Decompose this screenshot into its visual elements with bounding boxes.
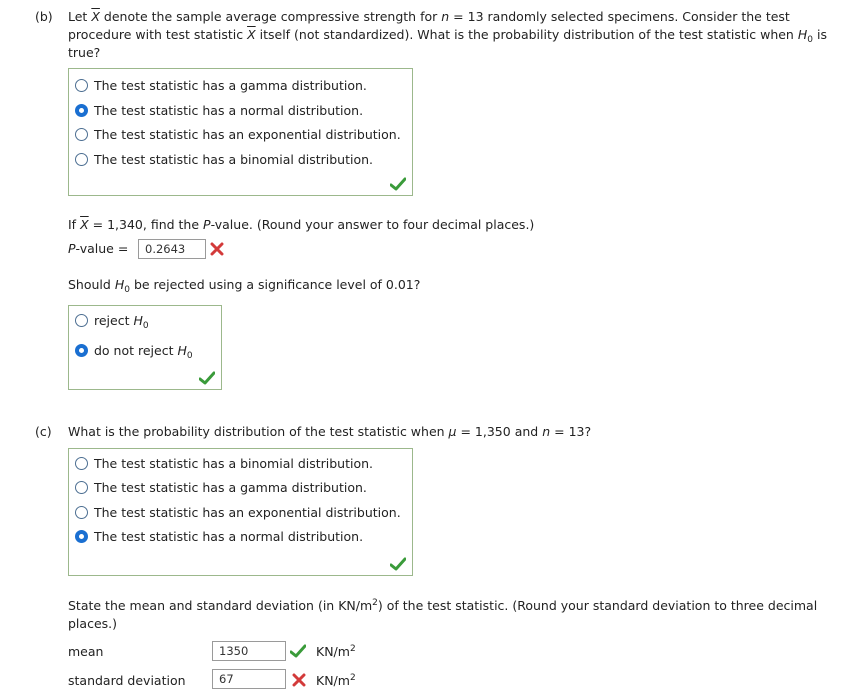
distribution-options-box-b (68, 68, 413, 196)
mean-input[interactable]: 1350 (212, 641, 286, 661)
radio-button[interactable] (75, 506, 88, 519)
radio-button[interactable] (75, 153, 88, 166)
correct-check-icon (290, 644, 306, 658)
option-label: The test statistic has a normal distribution. (94, 528, 364, 544)
radio-button[interactable] (75, 457, 88, 470)
option-gamma[interactable] (75, 477, 367, 497)
mean-unit: $KN/m^2$ (316, 644, 356, 659)
distribution-options-box-c (68, 448, 413, 576)
option-reject[interactable] (75, 310, 149, 330)
radio-button[interactable] (75, 128, 88, 141)
sd-label: standard deviation (68, 673, 186, 688)
part-b-label: (b) (35, 9, 53, 24)
pvalue-label: P-value = (68, 241, 129, 256)
option-normal[interactable] (75, 526, 363, 546)
option-exponential[interactable] (75, 124, 401, 144)
option-normal[interactable] (75, 100, 363, 120)
part-b-question-line2: procedure with test statistic $\overline{X}$ itself (not standardized). What is the probability distribution of the test statistic when $H_0$ is (68, 27, 827, 45)
option-label: The test statistic has a binomial distribution. (94, 455, 374, 471)
option-label: The test statistic has an exponential distribution. (94, 126, 401, 142)
option-label: The test statistic has an exponential distribution. (94, 504, 401, 520)
option-binomial[interactable] (75, 149, 373, 169)
pvalue-question: If $\overline{X} = 1,340$, find the P-value. (Round your answer to four decimal places.) (68, 217, 535, 232)
sd-input[interactable]: 67 (212, 669, 286, 689)
reject-question: Should $H_0$ be rejected using a significance level of 0.01? (68, 277, 421, 295)
option-label: The test statistic has a gamma distribution. (94, 77, 367, 93)
radio-button[interactable] (75, 79, 88, 92)
option-label: The test statistic has a gamma distribution. (94, 479, 367, 495)
radio-button-selected[interactable] (75, 344, 88, 357)
incorrect-x-icon (292, 673, 306, 687)
part-b-question-line1: Let $\overline{X}$ denote the sample average compressive strength for n = 13 randomly selected specimens. Consider the test (68, 9, 790, 24)
part-c-question: What is the probability distribution of the test statistic when μ = 1,350 and n = 13? (68, 424, 592, 439)
part-b-question (68, 8, 858, 62)
option-label: The test statistic has a normal distribution. (94, 102, 364, 118)
radio-button-selected[interactable] (75, 530, 88, 543)
option-label: do not reject $H_0$ (94, 342, 193, 361)
correct-check-icon (199, 371, 215, 385)
mean-sd-question-line2: places.) (68, 616, 117, 631)
pvalue-input[interactable]: 0.2643 (138, 239, 206, 259)
incorrect-x-icon (210, 242, 224, 256)
option-label: The test statistic has a binomial distribution. (94, 151, 374, 167)
option-do-not-reject[interactable] (75, 340, 193, 360)
sd-unit: $KN/m^2$ (316, 673, 356, 688)
option-label: reject $H_0$ (94, 312, 149, 331)
option-exponential[interactable] (75, 502, 401, 522)
correct-check-icon (390, 557, 406, 571)
part-b-question-line3: true? (68, 45, 101, 60)
mean-label: mean (68, 644, 104, 659)
correct-check-icon (390, 177, 406, 191)
radio-button[interactable] (75, 314, 88, 327)
option-binomial[interactable] (75, 453, 373, 473)
radio-button[interactable] (75, 481, 88, 494)
part-c-label: (c) (35, 424, 52, 439)
option-gamma[interactable] (75, 75, 367, 95)
mean-sd-question-line1: State the mean and standard deviation (in $KN/m^2$) of the test statistic. (Round your standard deviation to three decimal (68, 598, 818, 613)
radio-button-selected[interactable] (75, 104, 88, 117)
mean-sd-question (68, 597, 858, 633)
reject-options-box (68, 305, 222, 390)
